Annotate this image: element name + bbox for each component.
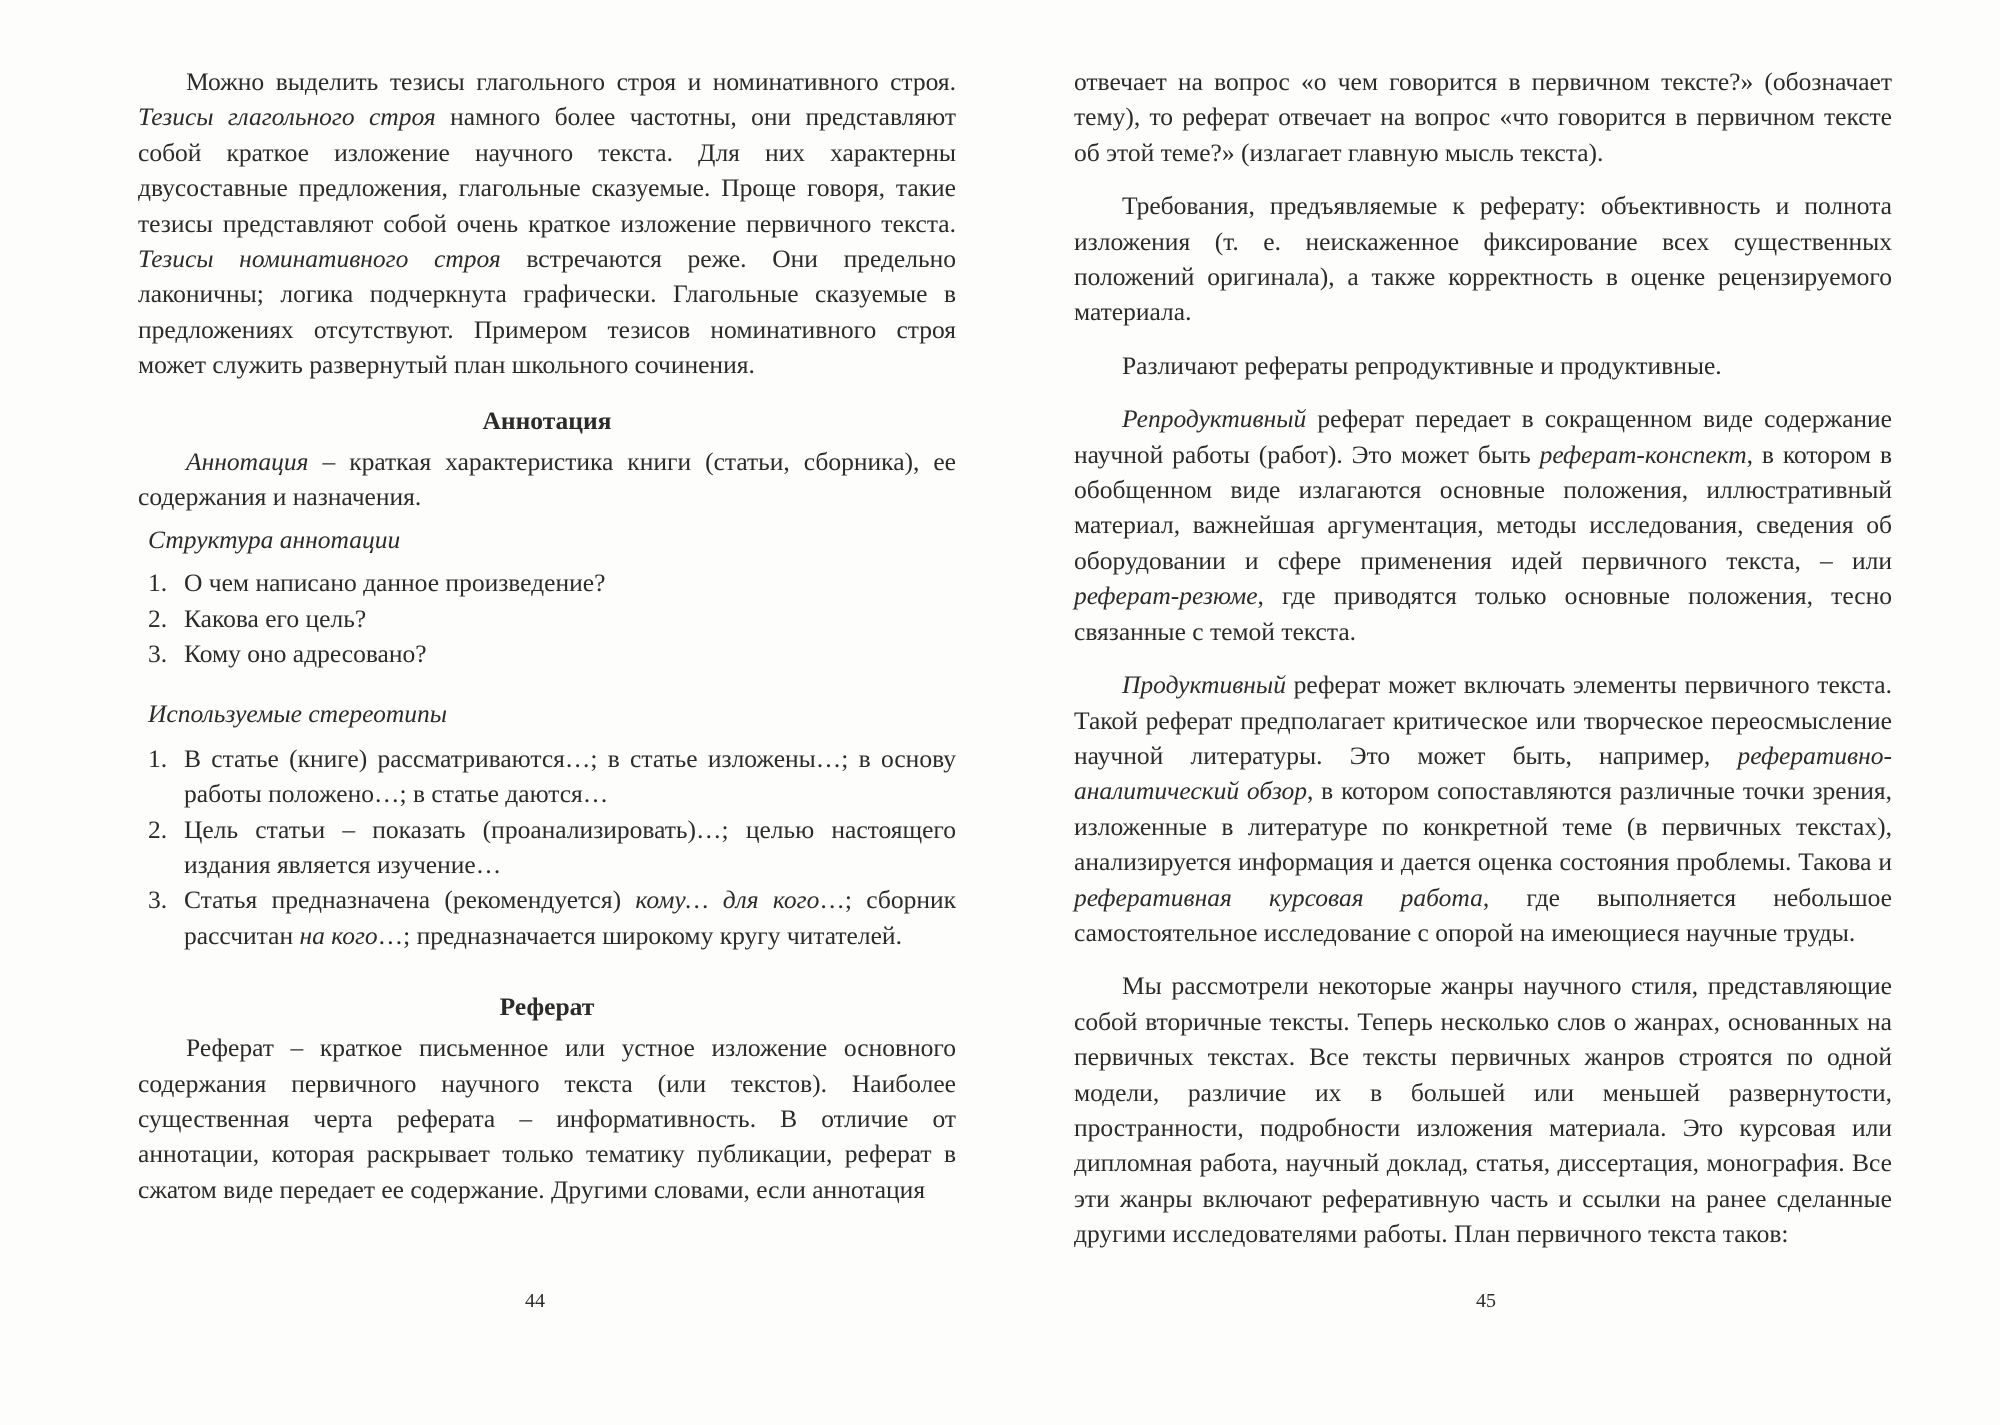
structure-title: Структура аннотации [148, 525, 401, 555]
heading-annotation: Аннотация [482, 405, 612, 435]
paragraph-referat-continued: отвечает на вопрос «о чем говорится в первичном тексте?» (обозначает тему), то реферат отвечает на вопрос «что говорится в первичном тексте об этой теме?» (излагает главную мысль текста). [1074, 67, 1892, 167]
page-number-left: 44 [525, 1290, 545, 1312]
heading-referat: Реферат [499, 992, 595, 1022]
paragraph-requirements: Требования, предъявляемые к реферату: объективность и полнота изложения (т. е. неискаженное фиксирование всех существенных положений оригинала), а также корректность в оценке рецензируемого материала. [1074, 191, 1892, 327]
structure-list [138, 565, 956, 671]
paragraph-theses: Можно выделить тезисы глагольного строя и номинативного строя. Тезисы глагольного строя намного более частотны, они представляют собой краткое изложение научного текста. Для них характерны двусоставные предложения, глагольные сказуемые. Проще говоря, такие тезисы представляют собой очень краткое изложение первичного текста. Тезисы номинативного строя встречаются реже. Они предельно лаконичны; логика подчеркнута графически. Глагольные сказуемые в предложениях отсутствуют. Примером тезисов номинативного строя может служить развернутый план школьного сочинения. [138, 67, 956, 380]
paragraph-referat-definition: Реферат – краткое письменное или устное изложение основного содержания первичного научного текста (или текстов). Наиболее существенная черта реферата – информативность. В отличие от аннотации, которая раскрывает только тематику публикации, реферат в сжатом виде передает ее содержание. Другими словами, если аннотация [138, 1033, 956, 1204]
paragraph-productive: Продуктивный реферат может включать элементы первичного текста. Такой реферат предполагает критическое или творческое переосмысление научной литературы. Это может быть, например, реферативно-аналитический обзор, в котором сопоставляются различные точки зрения, изложенные в литературе по конкретной теме (в первичных текстах), анализируется информация и дается оценка состояния проблемы. Такова и реферативная курсовая работа, где выполняется небольшое самостоятельное исследование с опорой на имеющиеся научные труды. [1074, 670, 1893, 947]
paragraph-annotation-definition: Аннотация – краткая характеристика книги (статьи, сборника), ее содержания и назначения. [138, 446, 956, 512]
paragraph-primary-genres: Мы рассмотрели некоторые жанры научного стиля, представляющие собой вторичные тексты. Теперь несколько слов о жанрах, основанных на первичных текстах. Все тексты первичных жанров строятся по одной модели, различие их в большей или меньшей развернутости, пространности, подробности изложения материала. Это курсовая или дипломная работа, научный доклад, статья, диссертация, монография. Все эти жанры включают реферативную часть и ссылки на ранее сделанные другими исследователями работы. План первичного текста таков: [1074, 971, 1892, 1249]
left-page [138, 64, 956, 1207]
stereotypes-title: Используемые стереотипы [148, 698, 448, 728]
list-item: 2. Какова его цель? [148, 603, 367, 633]
right-page [1074, 64, 1892, 1252]
page-number-right: 45 [1476, 1290, 1496, 1312]
list-item: 3. Кому оно адресовано? [148, 639, 427, 669]
paragraph-reproductive: Репродуктивный реферат передает в сокращенном виде содержание научной работы (работ). Это может быть реферат-конспект, в котором в обобщенном виде излагаются основные положения, иллюстративный материал, важнейшая аргументация, методы исследования, сведения об оборудовании и сфере применения идей первичного текста, – или реферат-резюме, где приводятся только основные положения, тесно связанные с темой текста. [1074, 404, 1892, 646]
list-item: 1. В статье (книге) рассматриваются…; в статье изложены…; в основу работы положено…; в статье даются… [148, 743, 956, 809]
paragraph-types: Различают рефераты репродуктивные и продуктивные. [1122, 350, 1722, 380]
list-item: 1. О чем написано данное произведение? [148, 568, 606, 598]
list-item: 2. Цель статьи – показать (проанализировать)…; целью настоящего издания является изучение… [148, 814, 956, 879]
stereotypes-list [138, 741, 956, 953]
list-item: 3. Статья предназначена (рекомендуется) кому… для кого…; сборник рассчитан на кого…; предназначается широкому кругу читателей. [148, 885, 957, 950]
